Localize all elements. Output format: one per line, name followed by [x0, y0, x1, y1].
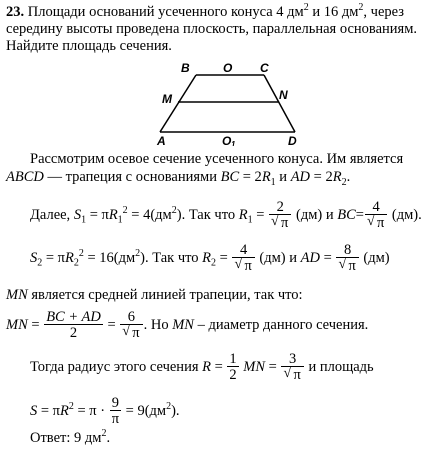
answer-text: Ответ: 9 дм	[30, 430, 102, 446]
sup: 2	[101, 428, 107, 440]
numerator: BC + AD	[46, 309, 101, 325]
text: =	[265, 358, 281, 375]
numerator: 4	[232, 243, 254, 258]
text: – диаметр данного сечения.	[193, 316, 369, 333]
var: R	[65, 249, 74, 266]
text: ). Так что	[140, 249, 203, 266]
numerator: 4	[365, 200, 387, 215]
sub: 2	[341, 176, 347, 188]
var: R	[202, 358, 211, 375]
var: R	[202, 249, 212, 266]
var: R	[60, 402, 69, 419]
text: =	[320, 249, 336, 266]
fraction	[120, 310, 142, 341]
numerator: 6	[120, 310, 142, 325]
sub: 2	[211, 257, 217, 269]
fraction	[365, 200, 387, 231]
s1-line	[30, 200, 422, 231]
text: =	[252, 206, 269, 223]
sub: 1	[270, 176, 276, 188]
var: BC	[337, 206, 356, 223]
denominator	[365, 215, 387, 231]
denominator	[336, 258, 358, 274]
var: MN	[6, 316, 28, 333]
label-a: A	[157, 134, 166, 146]
var: MN	[172, 316, 194, 333]
fraction	[232, 243, 254, 274]
sup: 2	[68, 401, 74, 412]
sup: 2	[358, 2, 364, 14]
var: R	[238, 206, 248, 223]
solution-p1-line1: Рассмотрим осевое сечение усеченного конуса. Им является	[30, 151, 404, 167]
fraction	[227, 352, 238, 383]
sub: 1	[247, 214, 253, 226]
text: Далее,	[30, 206, 74, 223]
text: — трапеция с основаниями	[43, 169, 221, 185]
problem-number: 23.	[6, 4, 25, 20]
sup: 2	[78, 248, 84, 259]
var: S	[30, 249, 38, 266]
fraction	[44, 310, 103, 341]
text: .	[106, 430, 111, 446]
mn-statement	[6, 287, 303, 304]
text: (дм).	[388, 206, 422, 223]
text: и площадь	[304, 358, 374, 375]
sub: 1	[81, 214, 87, 226]
text: (дм) и	[292, 206, 338, 223]
label-o1-sub: 1	[231, 140, 236, 146]
sup: 2	[166, 401, 172, 412]
denominator	[232, 258, 254, 274]
text: является средней линией трапеции, так что:	[27, 287, 303, 303]
trapezoid-figure	[0, 56, 448, 146]
text: и	[275, 169, 291, 185]
var: MN	[239, 358, 266, 375]
text: =	[103, 316, 120, 333]
var: R	[108, 206, 118, 223]
denominator	[120, 325, 142, 341]
text: = π	[37, 402, 60, 419]
area-line	[30, 396, 180, 427]
text: Тогда радиус этого сечения	[30, 358, 203, 375]
var: AD	[290, 169, 311, 185]
radicand: π	[376, 215, 385, 231]
label-o1: O	[222, 134, 232, 146]
fraction	[269, 200, 291, 231]
fraction	[281, 352, 303, 383]
text: . Но	[143, 316, 173, 333]
text: = 16(дм	[83, 249, 136, 266]
answer-line	[30, 430, 110, 447]
denominator	[281, 367, 303, 383]
text: (дм) и	[255, 249, 301, 266]
sup: 2	[135, 248, 141, 259]
label-n: N	[279, 88, 288, 102]
var: R	[332, 169, 342, 185]
label-o: O	[223, 61, 233, 75]
radicand: π	[293, 367, 301, 383]
s2-line	[30, 243, 390, 274]
radicand: π	[348, 258, 356, 274]
problem-text-1: Площади оснований усеченного конуса 4 дм	[27, 4, 304, 20]
text: = π	[86, 206, 109, 223]
text: (дм)	[359, 249, 390, 266]
label-b: B	[181, 61, 190, 75]
radius-line	[30, 352, 374, 383]
var: S	[30, 402, 38, 419]
sup: 2	[171, 205, 177, 216]
fraction	[110, 396, 121, 427]
var: S	[73, 206, 82, 223]
problem-text-1b: и 16 дм	[308, 4, 359, 20]
numerator: 3	[281, 352, 303, 367]
text: = 2	[239, 169, 262, 185]
label-c: C	[260, 61, 269, 75]
numerator: 2	[269, 200, 291, 215]
var: BC	[220, 169, 240, 185]
text: ).	[171, 402, 180, 419]
side-cd	[264, 75, 295, 132]
text: = 4(дм	[127, 206, 172, 223]
denominator	[269, 215, 291, 231]
label-d: D	[288, 134, 297, 146]
problem-text-1c: , через	[363, 4, 404, 20]
text: = π ·	[73, 402, 109, 419]
text: ). Так что	[176, 206, 239, 223]
sub: 2	[37, 257, 43, 269]
problem-line-2: середину высоты проведена плоскость, параллельная основаниям.	[6, 21, 417, 37]
text: =	[355, 206, 364, 223]
text: =	[210, 358, 227, 375]
var: MN	[6, 287, 28, 303]
sup: 2	[303, 2, 309, 14]
text: .	[346, 169, 351, 185]
radicand: π	[244, 258, 252, 274]
sup: 2	[122, 205, 128, 216]
label-m: M	[162, 92, 172, 106]
var: R	[261, 169, 271, 185]
text: = 9(дм	[122, 402, 167, 419]
problem-line-1	[6, 4, 404, 21]
fraction	[336, 243, 358, 274]
radicand: π	[132, 325, 140, 341]
problem-line-3: Найдите площадь сечения.	[6, 38, 172, 54]
text: = 2	[310, 169, 333, 185]
var: ABCD	[6, 169, 44, 185]
numerator: 9	[110, 396, 121, 411]
text: = π	[42, 249, 65, 266]
var: AD	[300, 249, 320, 266]
denominator: 2	[229, 367, 237, 383]
text: =	[27, 316, 44, 333]
mn-formula	[6, 310, 368, 341]
numerator: 1	[229, 351, 237, 367]
text: =	[216, 249, 232, 266]
radicand: π	[281, 215, 289, 231]
sub: 2	[73, 257, 79, 269]
numerator: 8	[336, 243, 358, 258]
solution-p1-line2	[6, 169, 350, 186]
denominator: π	[111, 411, 120, 427]
denominator: 2	[69, 325, 78, 341]
sub: 1	[117, 214, 123, 226]
